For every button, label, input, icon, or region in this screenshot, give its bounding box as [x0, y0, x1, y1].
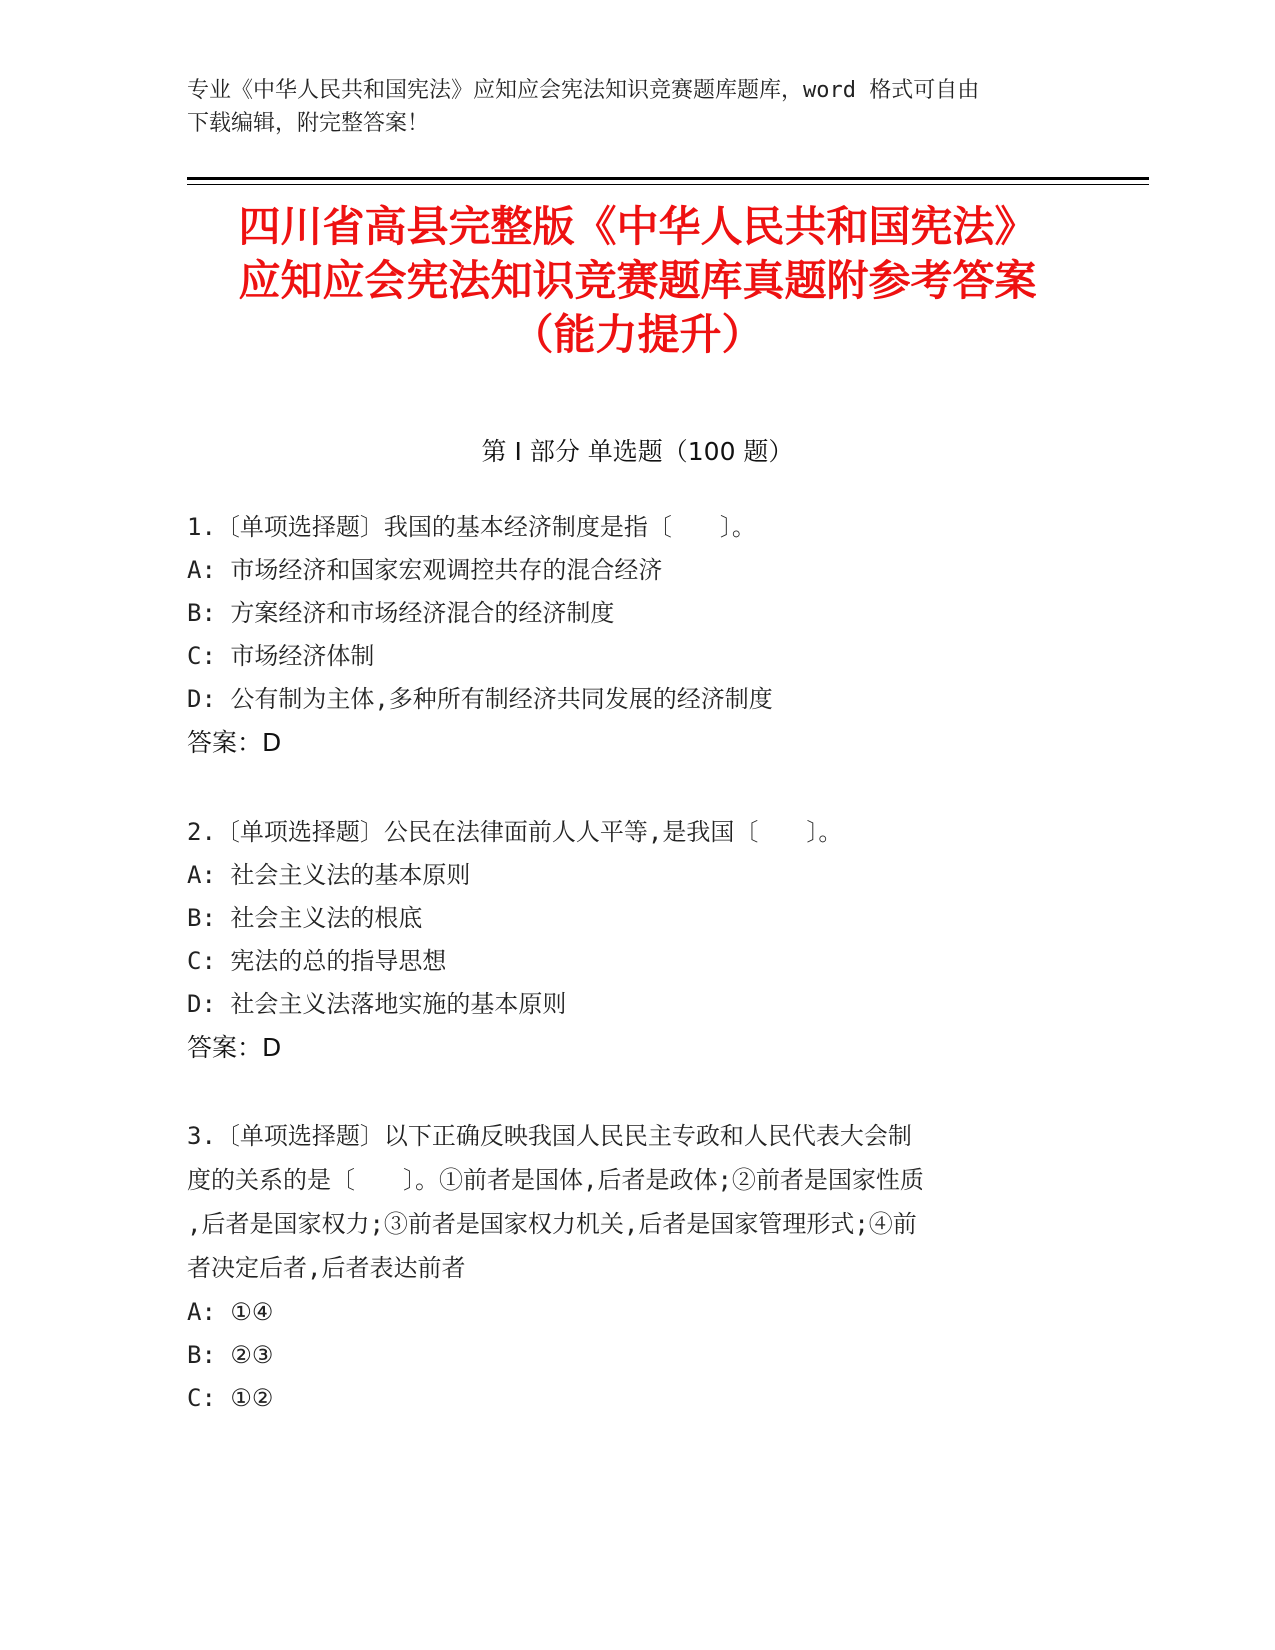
- question-2-option-c: C: 宪法的总的指导思想: [187, 947, 447, 975]
- question-1-option-a: A: 市场经济和国家宏观调控共存的混合经济: [187, 556, 663, 584]
- question-3-stem-line-2: 度的关系的是〔 〕。①前者是国体,后者是政体;②前者是国家性质: [187, 1166, 924, 1194]
- question-3-stem-line-4: 者决定后者,后者表达前者: [187, 1254, 466, 1282]
- question-2-option-a: A: 社会主义法的基本原则: [187, 861, 471, 889]
- header-note-line-1: 专业《中华人民共和国宪法》应知应会宪法知识竞赛题库题库，word 格式可自由: [187, 78, 980, 103]
- question-3-option-a: A: ①④: [187, 1298, 274, 1326]
- header-divider-thick: [187, 177, 1149, 180]
- question-1-option-d: D: 公有制为主体,多种所有制经济共同发展的经济制度: [187, 685, 773, 713]
- document-header-note: [187, 74, 1067, 140]
- question-1-answer: 答案：D: [187, 728, 282, 757]
- question-1-stem: 1.〔单项选择题〕我国的基本经济制度是指〔 〕。: [187, 513, 756, 541]
- title-line-1: 四川省高县完整版《中华人民共和国宪法》: [238, 202, 1037, 251]
- document-title: [150, 200, 1125, 362]
- question-1-option-b: B: 方案经济和市场经济混合的经济制度: [187, 599, 615, 627]
- question-2-option-b: B: 社会主义法的根底: [187, 904, 423, 932]
- question-2-stem: 2.〔单项选择题〕公民在法律面前人人平等,是我国〔 〕。: [187, 818, 843, 846]
- section-heading: 第 I 部分 单选题（100 题）: [481, 437, 794, 466]
- question-3-option-b: B: ②③: [187, 1341, 274, 1369]
- question-3-stem-line-1: 3.〔单项选择题〕以下正确反映我国人民民主专政和人民代表大会制: [187, 1122, 912, 1150]
- question-3-option-c: C: ①②: [187, 1384, 274, 1412]
- header-divider-thin: [187, 184, 1149, 185]
- question-1-option-c: C: 市场经济体制: [187, 642, 375, 670]
- question-3-stem-line-3: ,后者是国家权力;③前者是国家权力机关,后者是国家管理形式;④前: [187, 1210, 917, 1238]
- question-2-answer: 答案：D: [187, 1033, 282, 1062]
- header-note-line-2: 下载编辑，附完整答案！: [187, 111, 430, 136]
- question-2-option-d: D: 社会主义法落地实施的基本原则: [187, 990, 567, 1018]
- title-line-2: 应知应会宪法知识竞赛题库真题附参考答案: [238, 256, 1037, 305]
- title-line-3: （能力提升）: [511, 310, 764, 359]
